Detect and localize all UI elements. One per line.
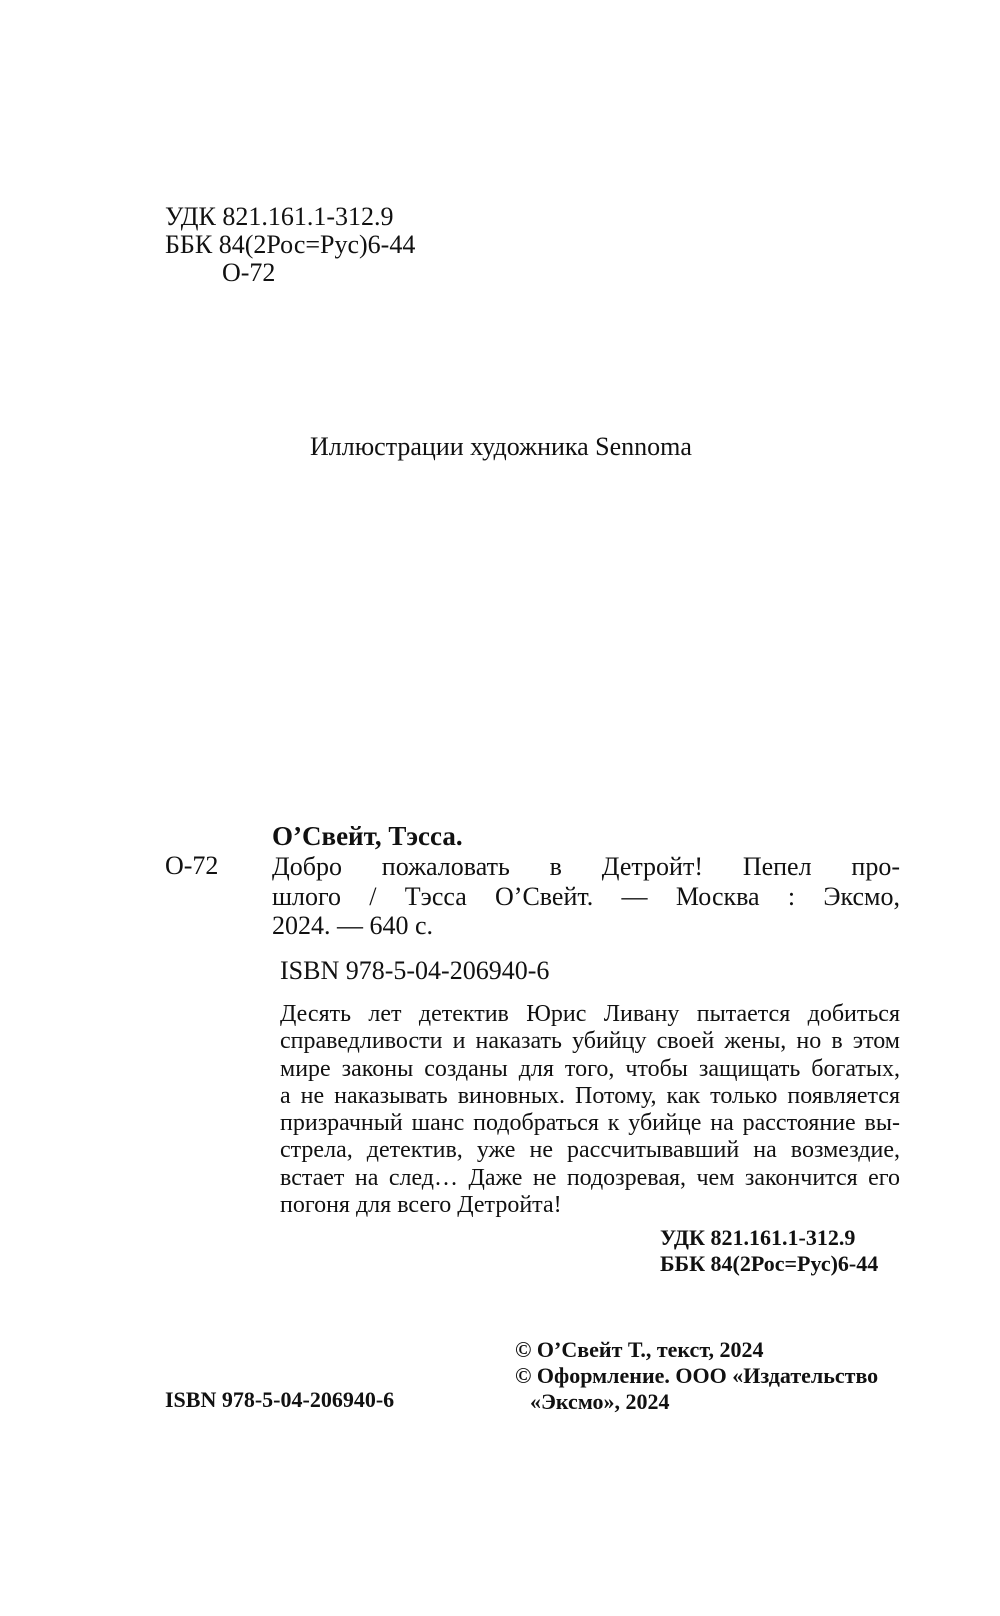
annotation-line: Десять лет детектив Юрис Ливану пытается добиться (280, 1001, 900, 1027)
annotation-line: стрела, детектив, уже не рассчитывавший на возмездие, (280, 1137, 900, 1164)
card-title-line: Добро пожаловать в Детройт! Пепел про- (272, 852, 900, 881)
annotation-line: погоня для всего Детройта! (280, 1192, 562, 1219)
top-udk-code: УДК 821.161.1-312.9 (165, 202, 394, 231)
card-isbn: ISBN 978-5-04-206940-6 (280, 956, 550, 985)
copyright-design-continued: «Эксмо», 2024 (530, 1389, 670, 1414)
annotation-line: а не наказывать виновных. Потому, как только появляется (280, 1082, 900, 1109)
card-author-code: О-72 (165, 851, 219, 880)
annotation-line: призрачный шанс подобраться к убийце на расстояние вы- (280, 1110, 900, 1137)
annotation-line: справедливости и наказать убийцу своей жены, но в этом (280, 1028, 900, 1055)
illustrations-credit: Иллюстрации художника Sennoma (310, 432, 692, 461)
annotation-line: мире законы созданы для того, чтобы защищать богатых, (280, 1055, 900, 1082)
annotation-line: встает на след… Даже не подозревая, чем закончится его (280, 1164, 900, 1191)
copyright-text: © О’Свейт Т., текст, 2024 (515, 1337, 764, 1362)
copyright-design: © Оформление. ООО «Издательство (515, 1363, 879, 1388)
top-bbk-code: ББК 84(2Рос=Рус)6-44 (165, 230, 416, 259)
footer-isbn: ISBN 978-5-04-206940-6 (165, 1387, 395, 1412)
card-title-block (272, 852, 900, 941)
annotation (280, 1001, 900, 1219)
card-bbk-code: ББК 84(2Рос=Рус)6-44 (660, 1251, 879, 1276)
card-author: О’Свейт, Тэсса. (272, 821, 463, 851)
card-udk-code: УДК 821.161.1-312.9 (660, 1225, 856, 1250)
top-author-code: О-72 (222, 258, 276, 287)
card-title-line: 2024. — 640 с. (272, 911, 434, 940)
card-title-line: шлого / Тэсса О’Свейт. — Москва : Эксмо, (272, 881, 900, 911)
